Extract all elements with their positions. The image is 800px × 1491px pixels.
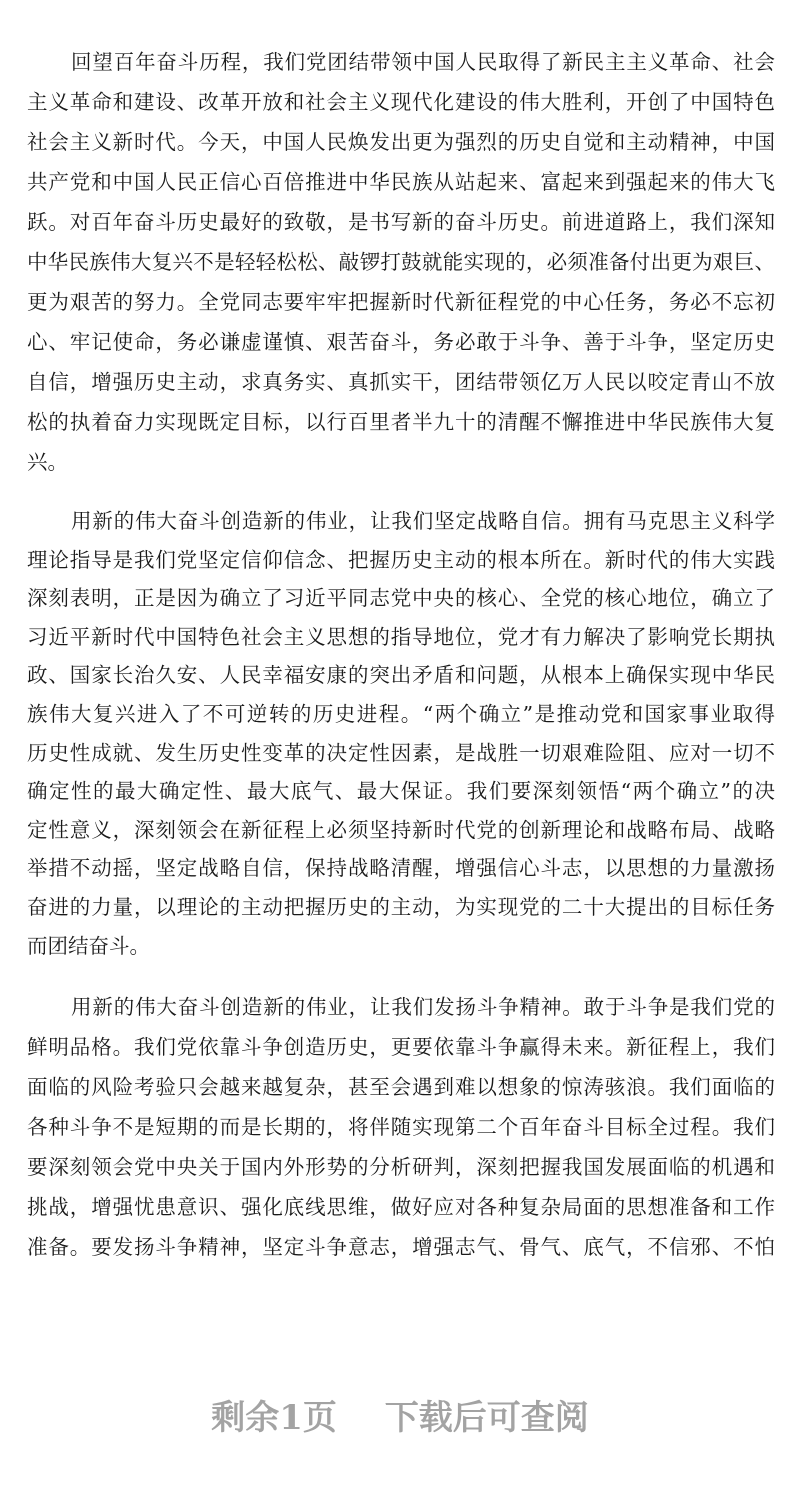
text-line: 鲜明品格。我们党依靠斗争创造历史，更要依靠斗争赢得未来。新征程上，我们 xyxy=(27,1035,775,1060)
paragraph-3 xyxy=(27,987,775,1267)
text-line: 历史性成就、发生历史性变革的决定性因素，是战胜一切艰难险阻、应对一切不 xyxy=(27,740,775,765)
text-line: 自信，增强历史主动，求真务实、真抓实干，团结带领亿万人民以咬定青山不放 xyxy=(27,370,775,394)
text-line: 深刻表明，正是因为确立了习近平同志党中央的核心、全党的核心地位，确立了 xyxy=(27,586,775,611)
text-line: 心、牢记使命，务必谦虚谨慎、艰苦奋斗，务必敢于斗争、善于斗争，坚定历史 xyxy=(27,330,775,354)
text-line: 族伟大复兴进入了不可逆转的历史进程。“两个确立”是推动党和国家事业取得 xyxy=(27,701,775,726)
text-line: 跃。对百年奋斗历史最好的致敬，是书写新的奋斗历史。前进道路上，我们深知 xyxy=(27,210,775,234)
paragraph-2 xyxy=(27,502,775,965)
text-line: 回望百年奋斗历程，我们党团结带领中国人民取得了新民主主义革命、社会 xyxy=(71,50,775,74)
paragraph-1 xyxy=(27,42,775,482)
text-line: 而团结奋斗。 xyxy=(27,933,150,958)
text-line: 共产党和中国人民正信心百倍推进中华民族从站起来、富起来到强起来的伟大飞 xyxy=(27,170,775,194)
text-line: 中华民族伟大复兴不是轻轻松松、敲锣打鼓就能实现的，必须准备付出更为艰巨、 xyxy=(27,250,775,274)
text-line: 要深刻领会党中央关于国内外形势的分析研判，深刻把握我国发展面临的机遇和 xyxy=(27,1155,775,1180)
text-line: 奋进的力量，以理论的主动把握历史的主动，为实现党的二十大提出的目标任务 xyxy=(27,894,775,919)
remaining-pages-label: 剩余1页 xyxy=(211,1398,337,1438)
text-line: 政、国家长治久安、人民幸福安康的突出矛盾和问题，从根本上确保实现中华民 xyxy=(27,663,775,688)
text-line: 举措不动摇，坚定战略自信，保持战略清醒，增强信心斗志，以思想的力量激扬 xyxy=(27,856,775,881)
text-line: 社会主义新时代。今天，中国人民焕发出更为强烈的历史自觉和主动精神，中国 xyxy=(27,130,775,154)
text-line: 确定性的最大确定性、最大底气、最大保证。我们要深刻领悟“两个确立”的决 xyxy=(27,779,775,804)
download-prompt[interactable] xyxy=(0,1390,800,1439)
text-line: 准备。要发扬斗争精神，坚定斗争意志，增强志气、骨气、底气，不信邪、不怕 xyxy=(27,1235,775,1260)
text-line: 主义革命和建设、改革开放和社会主义现代化建设的伟大胜利，开创了中国特色 xyxy=(27,90,775,114)
text-line: 用新的伟大奋斗创造新的伟业，让我们发扬斗争精神。敢于斗争是我们党的 xyxy=(71,995,775,1020)
text-line: 各种斗争不是短期的而是长期的，将伴随实现第二个百年奋斗目标全过程。我们 xyxy=(27,1115,775,1140)
text-line: 习近平新时代中国特色社会主义思想的指导地位，党才有力解决了影响党长期执 xyxy=(27,624,775,649)
text-line: 定性意义，深刻领会在新征程上必须坚持新时代党的创新理论和战略布局、战略 xyxy=(27,817,775,842)
text-line: 理论指导是我们党坚定信仰信念、把握历史主动的根本所在。新时代的伟大实践 xyxy=(27,547,775,572)
download-to-view-label[interactable]: 下载后可查阅 xyxy=(384,1398,589,1438)
text-line: 松的执着奋力实现既定目标，以行百里者半九十的清醒不懈推进中华民族伟大复 xyxy=(27,410,775,434)
text-line: 兴。 xyxy=(27,450,68,474)
text-line: 挑战，增强忧患意识、强化底线思维，做好应对各种复杂局面的思想准备和工作 xyxy=(27,1195,775,1220)
text-line: 更为艰苦的努力。全党同志要牢牢把握新时代新征程党的中心任务，务必不忘初 xyxy=(27,290,775,314)
text-line: 用新的伟大奋斗创造新的伟业，让我们坚定战略自信。拥有马克思主义科学 xyxy=(71,509,775,533)
text-line: 面临的风险考验只会越来越复杂，甚至会遇到难以想象的惊涛骇浪。我们面临的 xyxy=(27,1075,775,1100)
